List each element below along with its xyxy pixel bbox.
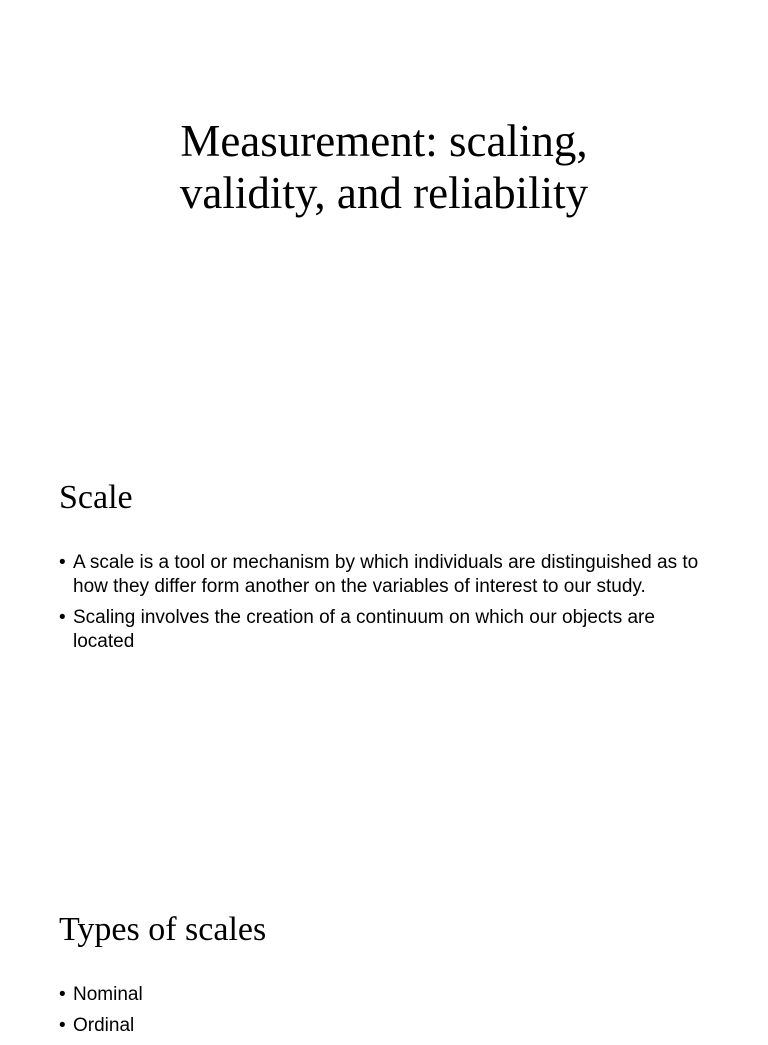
- list-item: [59, 551, 719, 599]
- slide-types-of-scales: [0, 870, 768, 1036]
- bullet-text: Scaling involves the creation of a continuum on which our objects are located: [73, 607, 655, 652]
- title-line-2: validity, and reliability: [179, 168, 589, 218]
- bullet-icon: •: [59, 607, 66, 628]
- slide-heading-types: Types of scales: [59, 911, 267, 948]
- bullet-text: A scale is a tool or mechanism by which individuals are distinguished as to how they differ form another on the variables of interest to our study.: [73, 552, 699, 597]
- list-item: [59, 983, 719, 1007]
- slide-scale: [0, 440, 768, 870]
- bullet-list-types: [59, 983, 719, 1045]
- bullet-text: Nominal: [73, 984, 143, 1005]
- bullet-icon: •: [59, 984, 66, 1005]
- bullet-text: Ordinal: [73, 1015, 135, 1036]
- title-line-1: Measurement: scaling,: [180, 116, 588, 166]
- bullet-icon: •: [59, 552, 66, 573]
- slide-title: [0, 0, 768, 440]
- list-item: [59, 606, 719, 654]
- page-title: [0, 115, 768, 219]
- slide-heading-scale: Scale: [59, 479, 133, 516]
- bullet-icon: •: [59, 1015, 66, 1036]
- list-item: [59, 1014, 719, 1038]
- bullet-list-scale: [59, 551, 719, 661]
